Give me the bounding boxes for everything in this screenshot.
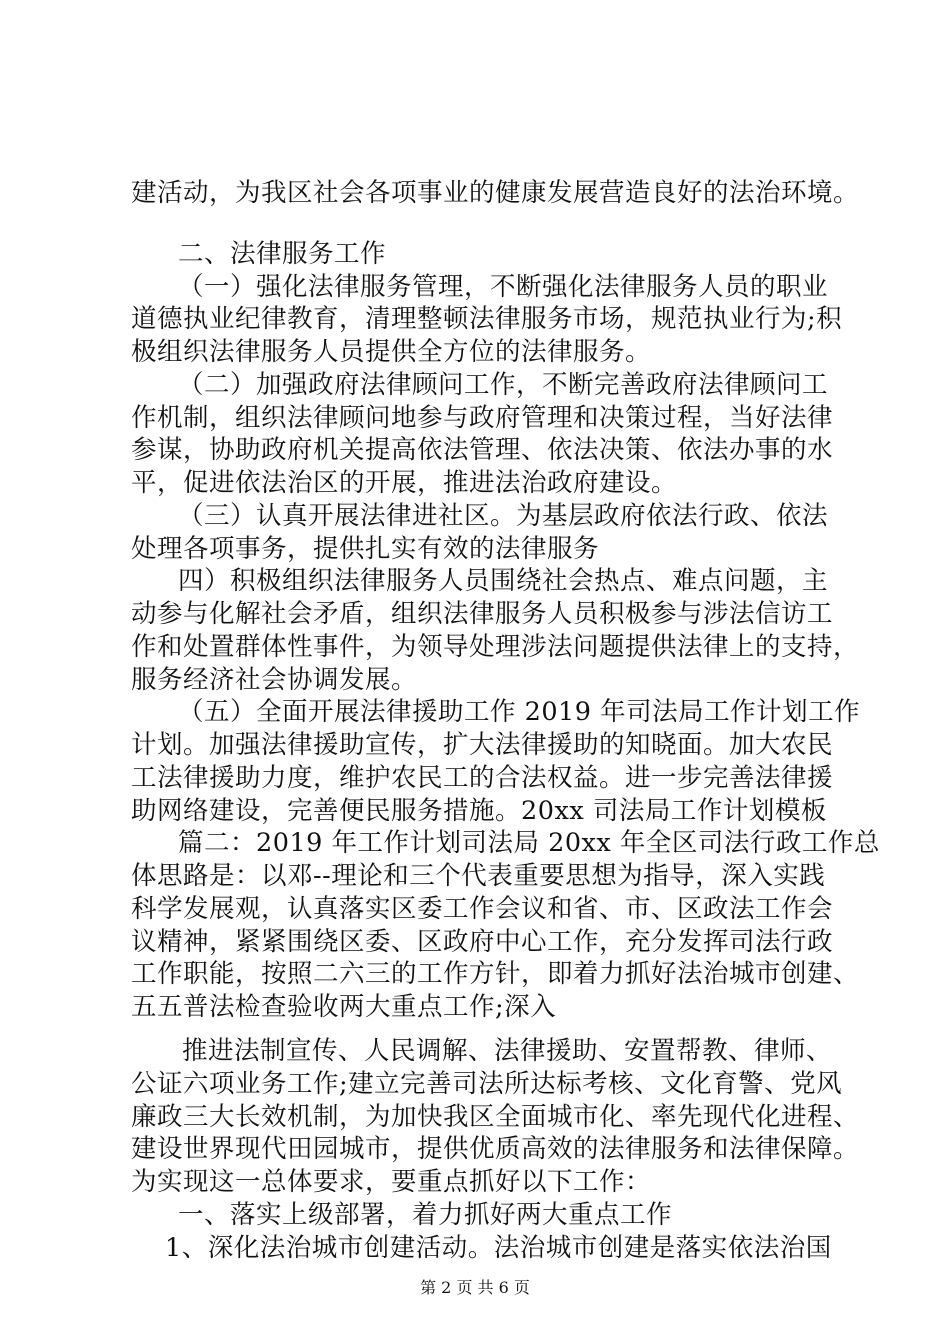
text-line: 四）积极组织法律服务人员围绕社会热点、难点问题，主	[178, 566, 829, 596]
text-line: 作和处置群体性事件，为领导处理涉法问题提供法律上的支持，	[131, 632, 860, 662]
text-line: 动参与化解社会矛盾，组织法律服务人员积极参与涉法信访工	[131, 599, 834, 629]
text-line: 作机制，组织法律顾问地参与政府管理和决策过程，当好法律	[131, 403, 834, 433]
text-line: （一）强化法律服务管理，不断强化法律服务人员的职业	[178, 272, 829, 302]
text-line: 科学发展观，认真落实区委工作会议和省、市、区政法工作会	[131, 894, 834, 924]
text-line: （二）加强政府法律顾问工作，不断完善政府法律顾问工	[178, 370, 829, 400]
text-line: 参谋，协助政府机关提高依法管理、依法决策、依法办事的水	[131, 435, 834, 465]
text-line: 为实现这一总体要求，要重点抓好以下工作：	[131, 1167, 652, 1197]
text-line: 篇二：2019 年工作计划司法局 20xx 年全区司法行政工作总	[178, 828, 880, 858]
text-line: 建活动，为我区社会各项事业的健康发展营造良好的法治环境。	[131, 178, 860, 208]
text-line: 公证六项业务工作;建立完善司法所达标考核、文化育警、党风	[131, 1069, 843, 1099]
text-line: 工作职能，按照二六三的工作方针，即着力抓好法治城市创建、	[131, 959, 860, 989]
text-line: 推进法制宣传、人民调解、法律援助、安置帮教、律师、	[182, 1036, 833, 1066]
text-line: 极组织法律服务人员提供全方位的法律服务。	[131, 337, 652, 367]
section-heading: 二、法律服务工作	[178, 239, 387, 269]
page-number-footer: 第 2 页 共 6 页	[420, 1278, 530, 1297]
text-line: （三）认真开展法律进社区。为基层政府依法行政、依法	[178, 501, 829, 531]
text-line: 道德执业纪律教育，清理整顿法律服务市场，规范执业行为;积	[131, 304, 843, 334]
text-line: 五五普法检查验收两大重点工作;深入	[131, 992, 557, 1022]
text-line: 1、深化法治城市创建活动。法治城市创建是落实依法治国	[165, 1233, 832, 1263]
text-line: 建设世界现代田园城市，提供优质高效的法律服务和法律保障。	[131, 1134, 860, 1164]
text-line: （五）全面开展法律援助工作 2019 年司法局工作计划工作	[178, 697, 861, 727]
text-line: 服务经济社会协调发展。	[131, 665, 418, 695]
text-line: 平，促进依法治区的开展，推进法治政府建设。	[131, 468, 678, 498]
text-line: 助网络建设，完善便民服务措施。20xx 司法局工作计划模板	[131, 796, 827, 826]
section-heading: 一、落实上级部署，着力抓好两大重点工作	[178, 1200, 673, 1230]
text-line: 廉政三大长效机制，为加快我区全面城市化、率先现代化进程、	[131, 1102, 860, 1132]
text-line: 议精神，紧紧围绕区委、区政府中心工作，充分发挥司法行政	[131, 927, 834, 957]
text-line: 工法律援助力度，维护农民工的合法权益。进一步完善法律援	[131, 763, 834, 793]
text-line: 计划。加强法律援助宣传，扩大法律援助的知晓面。加大农民	[131, 730, 834, 760]
text-line: 处理各项事务，提供扎实有效的法律服务	[131, 534, 600, 564]
text-line: 体思路是：以邓--理论和三个代表重要思想为指导，深入实践	[131, 861, 826, 891]
